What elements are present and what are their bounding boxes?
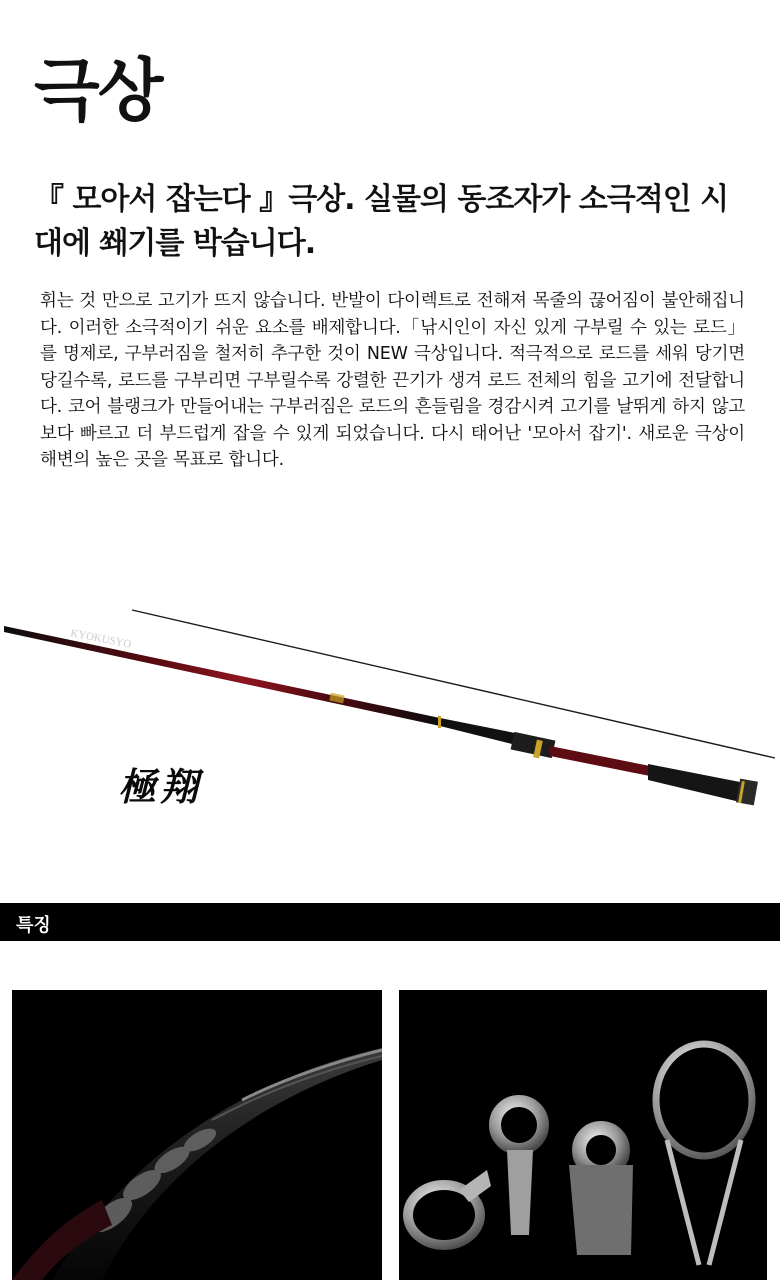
rod-tip-line	[132, 610, 775, 758]
rod-closeup-illustration	[12, 990, 382, 1280]
feature-photo-guides	[399, 990, 767, 1280]
fishing-rod-illustration	[0, 590, 780, 830]
feature-photo-rod-blank	[12, 990, 382, 1280]
page-title: 극상	[34, 52, 162, 131]
rod-grip	[648, 764, 740, 802]
rod-marking-text: KYOKUSYO	[69, 627, 133, 651]
reel-seat	[511, 732, 556, 758]
fishing-rod-image	[0, 590, 780, 830]
features-section-header	[0, 903, 780, 941]
rod-blank	[4, 626, 440, 726]
product-description: 휘는 것 만으로 고기가 뜨지 않습니다. 반발이 다이렉트로 전해져 목줄의 끊어짐이 불안해집니다. 이러한 소극적이기 쉬운 요소를 배제합니다.「낚시인이 자신 있게 구부릴 수 있는 로드」를 명제로, 구부러짐을 철저히 추구한 것이 NEW 극상입니다. 적극적으로 로드를 세워 당기면 당길수록, 로드를 구부리면 구부릴수록 강렬한 끈기가 생겨 로드 전체의 힘을 고기에 전달합니다. 코어 블랭크가 만들어내는 구부러짐은 로드의 흔들림을 경감시켜 고기를 날뛰게 하지 않고 보다 빠르고 더 부드럽게 잡을 수 있게 되었습니다. 다시 태어난 '모아서 잡기'. 새로운 극상이 해변의 높은 곳을 목표로 합니다.	[40, 291, 745, 470]
page-subtitle: 『 모아서 잡는다 』극상. 실물의 동조자가 소극적인 시대에 쐐기를 박습니다.	[34, 182, 729, 261]
brand-logo-kanji: 極翔	[118, 764, 203, 809]
rod-guides-illustration	[399, 990, 767, 1280]
features-label: 특징	[16, 915, 51, 936]
